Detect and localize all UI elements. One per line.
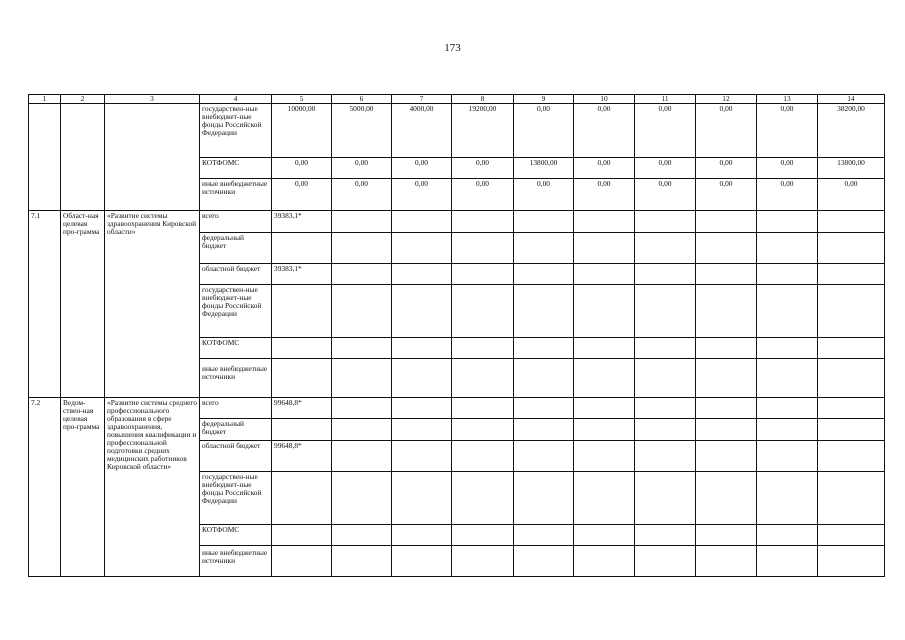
- value-cell: [757, 398, 818, 419]
- value-cell: [818, 472, 885, 525]
- program-type-cell: Ведом-ствен-ная целевая про-грамма: [61, 398, 105, 577]
- value-cell: [272, 419, 332, 441]
- source-label: государствен-ные внебюджет-ные фонды Российской Федерации: [200, 472, 272, 525]
- value-cell: [818, 285, 885, 338]
- value-cell: [272, 233, 332, 264]
- column-header: 6: [332, 95, 392, 104]
- value-cell: [757, 264, 818, 285]
- value-cell: [574, 211, 635, 233]
- header-row: [29, 95, 885, 104]
- value-cell: 0,00: [757, 104, 818, 158]
- value-cell: [514, 338, 574, 359]
- value-cell: [635, 285, 696, 338]
- value-cell: 0,00: [452, 179, 514, 211]
- value-cell: [452, 525, 514, 546]
- value-cell: 0,00: [574, 104, 635, 158]
- budget-table: [28, 94, 885, 577]
- value-cell: [392, 211, 452, 233]
- value-cell: [635, 338, 696, 359]
- column-header: 5: [272, 95, 332, 104]
- value-cell: [392, 338, 452, 359]
- value-cell: [818, 211, 885, 233]
- value-cell: [635, 211, 696, 233]
- value-cell: [272, 338, 332, 359]
- value-cell: [452, 211, 514, 233]
- value-cell: 0,00: [574, 179, 635, 211]
- source-label: КОТФОМС: [200, 525, 272, 546]
- value-cell: [392, 398, 452, 419]
- value-cell: [574, 398, 635, 419]
- value-cell: 38200,00: [818, 104, 885, 158]
- value-cell: [574, 233, 635, 264]
- value-cell: [696, 419, 757, 441]
- value-cell: 0,00: [635, 158, 696, 179]
- table-row: [29, 398, 885, 419]
- value-cell: [332, 264, 392, 285]
- value-cell: 99648,8*: [272, 398, 332, 419]
- source-label: КОТФОМС: [200, 158, 272, 179]
- value-cell: [574, 359, 635, 398]
- value-cell: [514, 546, 574, 577]
- value-cell: [757, 233, 818, 264]
- value-cell: 0,00: [392, 179, 452, 211]
- value-cell: [635, 525, 696, 546]
- value-cell: [635, 419, 696, 441]
- value-cell: 0,00: [818, 179, 885, 211]
- column-header: 3: [105, 95, 200, 104]
- value-cell: [272, 546, 332, 577]
- value-cell: [696, 472, 757, 525]
- value-cell: [574, 264, 635, 285]
- value-cell: 0,00: [332, 158, 392, 179]
- value-cell: [818, 338, 885, 359]
- value-cell: [392, 419, 452, 441]
- value-cell: [574, 441, 635, 472]
- value-cell: [514, 211, 574, 233]
- column-header: 8: [452, 95, 514, 104]
- column-header: 7: [392, 95, 452, 104]
- value-cell: [757, 472, 818, 525]
- value-cell: [757, 546, 818, 577]
- source-label: иные внебюджетные источники: [200, 359, 272, 398]
- column-header: 13: [757, 95, 818, 104]
- value-cell: [452, 546, 514, 577]
- value-cell: [635, 441, 696, 472]
- source-label: областной бюджет: [200, 264, 272, 285]
- program-name-cell: «Развитие системы среднего профессионального образования в сфере здравоохранения, повышения квалификации и профессиональной подготовки средних медицинских работников Кировской области»: [105, 398, 200, 577]
- value-cell: [514, 285, 574, 338]
- value-cell: [696, 338, 757, 359]
- value-cell: [272, 525, 332, 546]
- program-name-cell: «Развитие системы здравоохранения Кировской области»: [105, 211, 200, 398]
- value-cell: [635, 359, 696, 398]
- value-cell: [452, 338, 514, 359]
- value-cell: [574, 546, 635, 577]
- source-label: областной бюджет: [200, 441, 272, 472]
- value-cell: [818, 441, 885, 472]
- value-cell: [514, 233, 574, 264]
- value-cell: [332, 211, 392, 233]
- source-label: всего: [200, 211, 272, 233]
- value-cell: 0,00: [635, 179, 696, 211]
- value-cell: 0,00: [514, 104, 574, 158]
- value-cell: [696, 441, 757, 472]
- value-cell: [514, 359, 574, 398]
- value-cell: 0,00: [757, 179, 818, 211]
- value-cell: [757, 338, 818, 359]
- value-cell: [696, 525, 757, 546]
- value-cell: [332, 359, 392, 398]
- value-cell: [392, 359, 452, 398]
- value-cell: [514, 441, 574, 472]
- value-cell: 39383,1*: [272, 264, 332, 285]
- code-cell: 7.2: [29, 398, 61, 577]
- value-cell: 0,00: [514, 179, 574, 211]
- column-header: 2: [61, 95, 105, 104]
- value-cell: [392, 546, 452, 577]
- source-label: федеральный бюджет: [200, 233, 272, 264]
- value-cell: [514, 472, 574, 525]
- value-cell: [452, 359, 514, 398]
- value-cell: [696, 264, 757, 285]
- value-cell: [696, 359, 757, 398]
- value-cell: [635, 398, 696, 419]
- value-cell: 19200,00: [452, 104, 514, 158]
- value-cell: [272, 472, 332, 525]
- value-cell: 0,00: [696, 158, 757, 179]
- value-cell: 13800,00: [818, 158, 885, 179]
- source-label: государствен-ные внебюджет-ные фонды Российской Федерации: [200, 285, 272, 338]
- value-cell: [452, 472, 514, 525]
- value-cell: 0,00: [696, 179, 757, 211]
- value-cell: [272, 285, 332, 338]
- value-cell: [392, 525, 452, 546]
- value-cell: [332, 525, 392, 546]
- table-row: [29, 211, 885, 233]
- value-cell: [332, 285, 392, 338]
- source-label: иные внебюджетные источники: [200, 179, 272, 211]
- value-cell: [574, 525, 635, 546]
- value-cell: [818, 264, 885, 285]
- value-cell: [818, 359, 885, 398]
- value-cell: [514, 525, 574, 546]
- code-cell: 7.1: [29, 211, 61, 398]
- value-cell: [452, 264, 514, 285]
- source-label: иные внебюджетные источники: [200, 546, 272, 577]
- value-cell: [696, 546, 757, 577]
- value-cell: 0,00: [452, 158, 514, 179]
- table-row: [29, 104, 885, 158]
- column-header: 11: [635, 95, 696, 104]
- value-cell: [332, 233, 392, 264]
- value-cell: [696, 233, 757, 264]
- value-cell: [757, 211, 818, 233]
- column-header: 1: [29, 95, 61, 104]
- code-cell: [29, 104, 61, 211]
- value-cell: 0,00: [272, 179, 332, 211]
- value-cell: [574, 472, 635, 525]
- page-number: 173: [444, 42, 461, 54]
- value-cell: [818, 233, 885, 264]
- value-cell: 0,00: [272, 158, 332, 179]
- value-cell: [696, 398, 757, 419]
- value-cell: [332, 338, 392, 359]
- value-cell: [392, 264, 452, 285]
- value-cell: [574, 419, 635, 441]
- value-cell: [757, 419, 818, 441]
- source-label: всего: [200, 398, 272, 419]
- value-cell: [392, 441, 452, 472]
- program-type-cell: [61, 104, 105, 211]
- column-header: 9: [514, 95, 574, 104]
- value-cell: [452, 233, 514, 264]
- value-cell: 0,00: [392, 158, 452, 179]
- value-cell: 0,00: [635, 104, 696, 158]
- program-name-cell: [105, 104, 200, 211]
- value-cell: [574, 338, 635, 359]
- value-cell: [757, 359, 818, 398]
- value-cell: [696, 211, 757, 233]
- value-cell: [392, 472, 452, 525]
- value-cell: [757, 285, 818, 338]
- value-cell: [635, 472, 696, 525]
- value-cell: [818, 546, 885, 577]
- value-cell: [392, 233, 452, 264]
- value-cell: [818, 398, 885, 419]
- value-cell: 0,00: [696, 104, 757, 158]
- value-cell: [696, 285, 757, 338]
- value-cell: 10000,00: [272, 104, 332, 158]
- value-cell: [332, 398, 392, 419]
- value-cell: 0,00: [574, 158, 635, 179]
- value-cell: [392, 285, 452, 338]
- value-cell: [635, 264, 696, 285]
- value-cell: 39383,1*: [272, 211, 332, 233]
- value-cell: [332, 441, 392, 472]
- value-cell: [272, 359, 332, 398]
- value-cell: 0,00: [757, 158, 818, 179]
- value-cell: [514, 398, 574, 419]
- value-cell: [452, 398, 514, 419]
- value-cell: [514, 264, 574, 285]
- value-cell: [332, 546, 392, 577]
- value-cell: [514, 419, 574, 441]
- value-cell: 99648,8*: [272, 441, 332, 472]
- value-cell: [332, 472, 392, 525]
- value-cell: 5000,00: [332, 104, 392, 158]
- column-header: 14: [818, 95, 885, 104]
- column-header: 4: [200, 95, 272, 104]
- source-label: государствен-ные внебюджет-ные фонды Российской Федерации: [200, 104, 272, 158]
- value-cell: [574, 285, 635, 338]
- column-header: 10: [574, 95, 635, 104]
- value-cell: [757, 525, 818, 546]
- program-type-cell: Област-ная целевая про-грамма: [61, 211, 105, 398]
- value-cell: [818, 525, 885, 546]
- value-cell: [452, 285, 514, 338]
- source-label: КОТФОМС: [200, 338, 272, 359]
- source-label: федеральный бюджет: [200, 419, 272, 441]
- value-cell: 4000,00: [392, 104, 452, 158]
- value-cell: [452, 441, 514, 472]
- column-header: 12: [696, 95, 757, 104]
- value-cell: 13800,00: [514, 158, 574, 179]
- value-cell: [635, 233, 696, 264]
- value-cell: [635, 546, 696, 577]
- value-cell: [757, 441, 818, 472]
- value-cell: 0,00: [332, 179, 392, 211]
- value-cell: [452, 419, 514, 441]
- value-cell: [818, 419, 885, 441]
- value-cell: [332, 419, 392, 441]
